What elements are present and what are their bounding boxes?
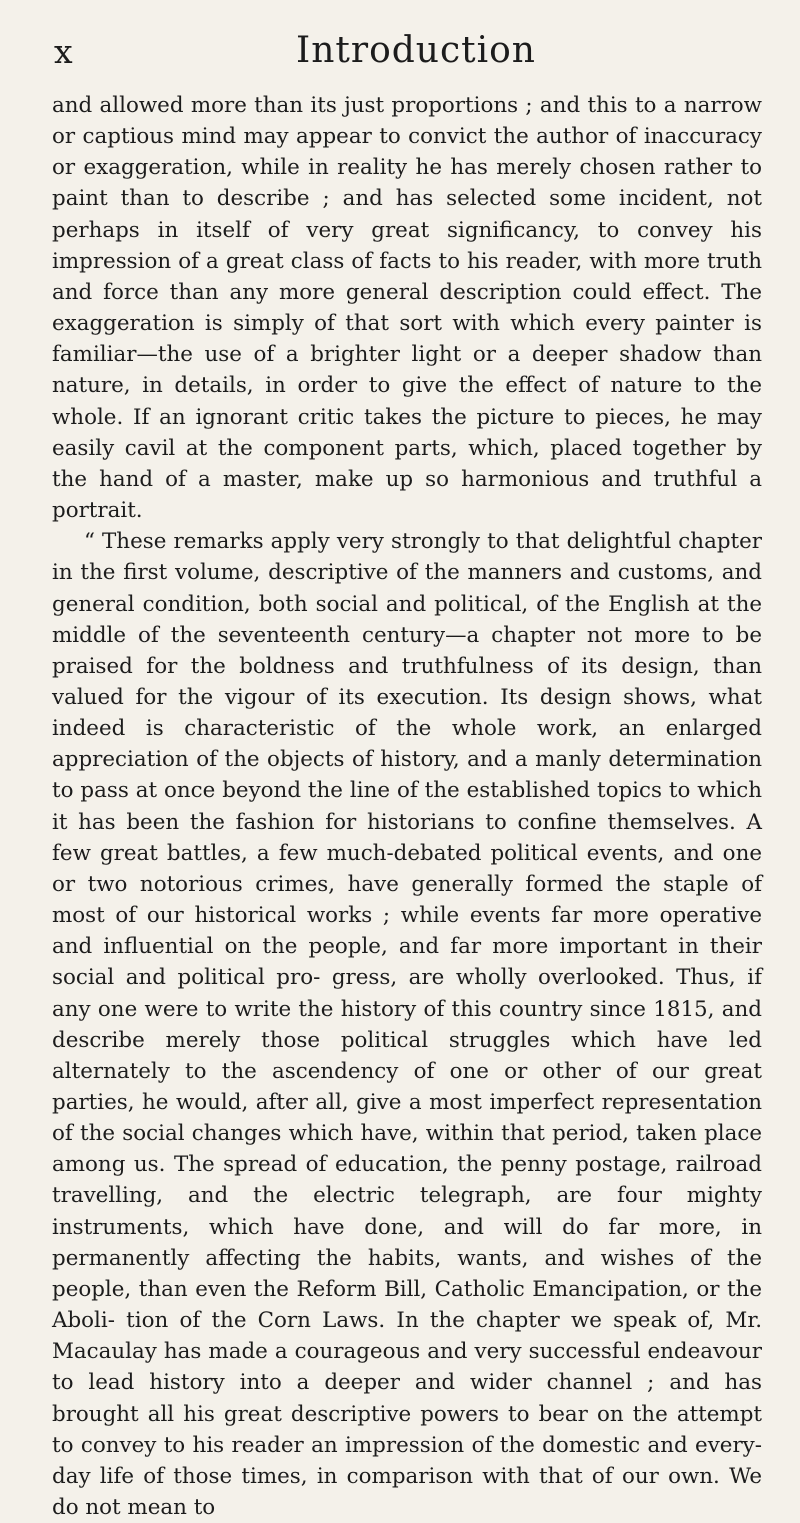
body-text: [52, 90, 762, 1523]
paragraph-2: “ These remarks apply very strongly to that delightful chapter in the first volume, descriptive of the manners and customs, and general condition, both social and political, of the English at the middle of the seventeenth century—a chapter not more to be praised for the boldness and truthfulness of its design, than valued for the vigour of its execution. Its design shows, what indeed is characteristic of the whole work, an enlarged appreciation of the objects of history, and a manly determination to pass at once beyond the line of the established topics to which it has been the fashion for historians to confine themselves. A few great battles, a few much-debated political events, and one or two notorious crimes, have generally formed the staple of most of our historical works ; while events far more operative and influential on the people, and far more important in their social and political pro- gress, are wholly overlooked. Thus, if any one were to write the history of this country since 1815, and describe merely those political struggles which have led alternately to the ascendency of one or other of our great parties, he would, after all, give a most imperfect representation of the social changes which have, within that period, taken place among us. The spread of education, the penny postage, railroad travelling, and the electric telegraph, are four mighty instruments, which have done, and will do far more, in permanently affecting the habits, wants, and wishes of the people, than even the Reform Bill, Catholic Emancipation, or the Aboli- tion of the Corn Laws. In the chapter we speak of, Mr. Macaulay has made a courageous and very successful endeavour to lead history into a deeper and wider channel ; and has brought all his great descriptive powers to bear on the attempt to convey to his reader an impression of the domestic and every-day life of those times, in comparison with that of our own. We do not mean to: [52, 529, 762, 1521]
page-number: x: [54, 32, 74, 71]
paragraph-1: and allowed more than its just proportions ; and this to a narrow or captious mind may appear to convict the author of inaccuracy or exaggeration, while in reality he has merely chosen rather to paint than to describe ; and has selected some incident, not perhaps in itself of very great significancy, to convey his impression of a great class of facts to his reader, with more truth and force than any more general description could effect. The exaggeration is simply of that sort with which every painter is familiar—the use of a brighter light or a deeper shadow than nature, in details, in order to give the effect of nature to the whole. If an ignorant critic takes the picture to pieces, he may easily cavil at the component parts, which, placed together by the hand of a master, make up so harmonious and truthful a portrait.: [52, 93, 762, 524]
running-head: [52, 28, 762, 78]
page-title: Introduction: [296, 30, 536, 71]
